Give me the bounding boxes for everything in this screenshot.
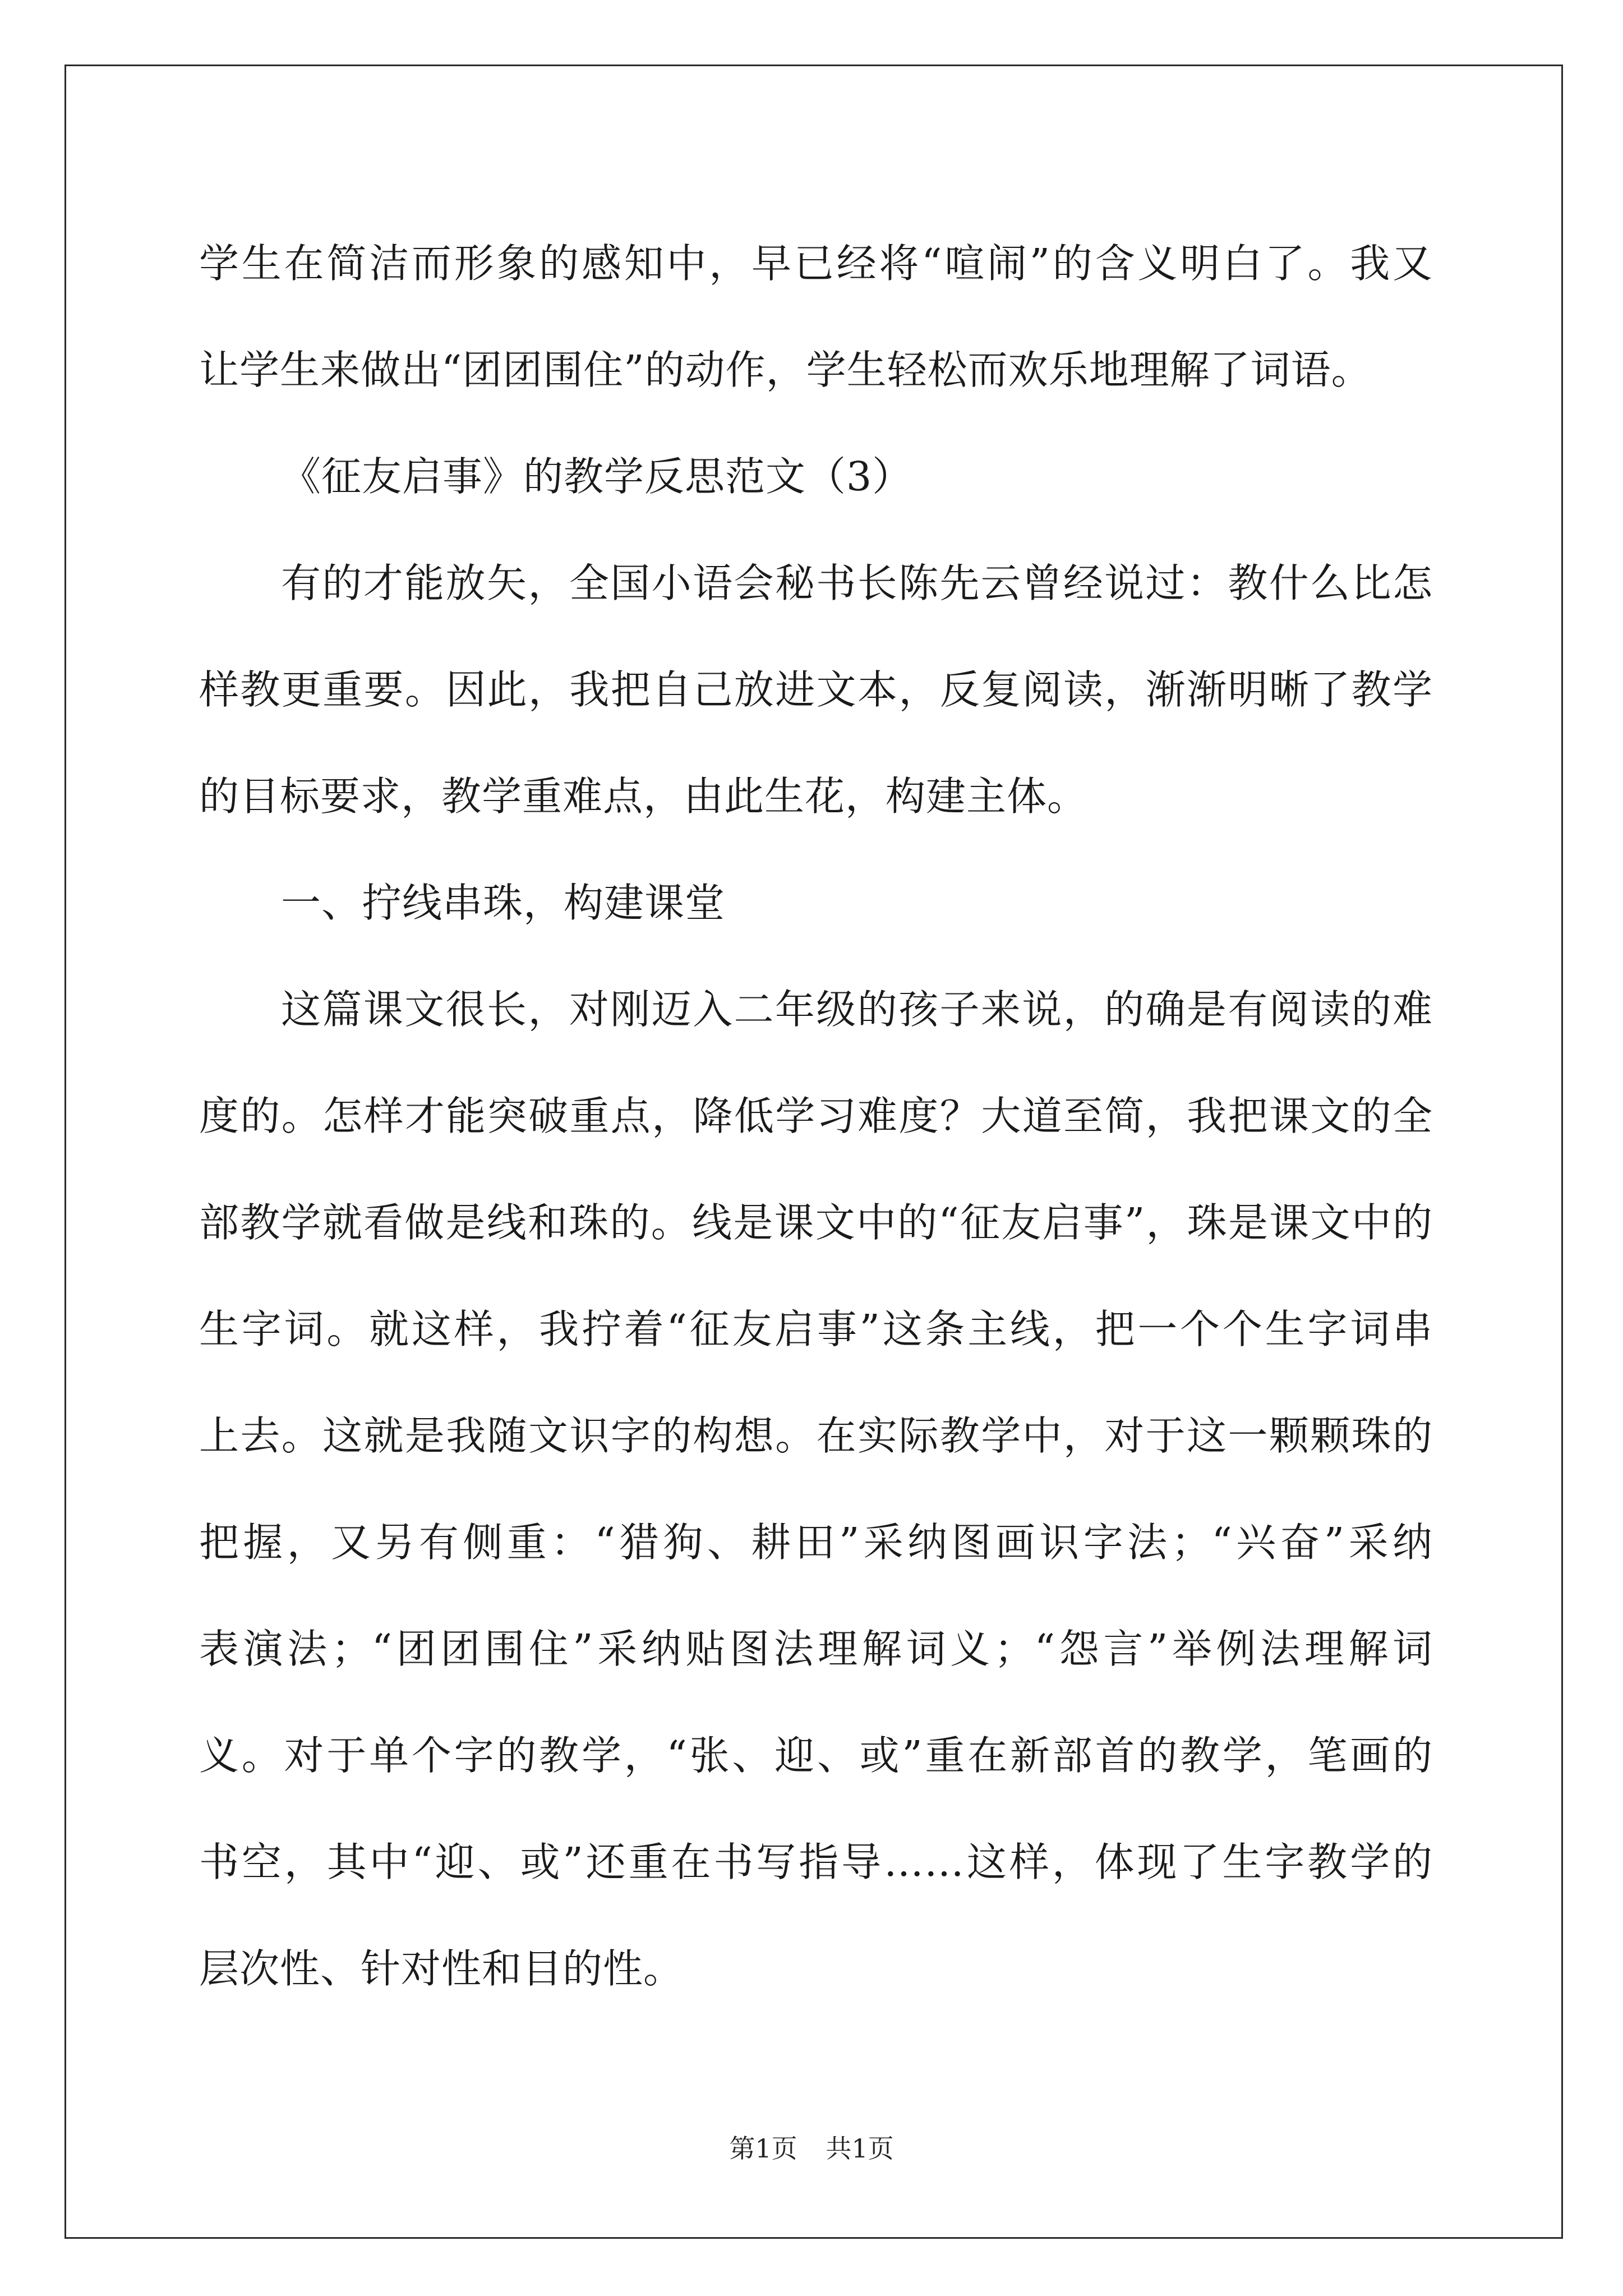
text-line: 义。对于单个字的教学，“张、迎、或”重在新部首的教学，笔画的 — [199, 1732, 1433, 1779]
text-line: 表演法；“团团围住”采纳贴图法理解词义；“怨言”举例法理解词 — [199, 1626, 1433, 1672]
text-line: 书空，其中“迎、或”还重在书写指导……这样，体现了生字教学的 — [199, 1839, 1433, 1885]
text-line: 学生在简洁而形象的感知中，早已经将“喧闹”的含义明白了。我又 — [199, 240, 1433, 287]
page-total: 共1页 — [826, 2133, 894, 2164]
text-line: 有的才能放矢，全国小语会秘书长陈先云曾经说过：教什么比怎 — [281, 560, 1433, 606]
page-footer — [0, 2132, 1623, 2165]
text-line: 度的。怎样才能突破重点，降低学习难度？大道至简，我把课文的全 — [199, 1093, 1433, 1139]
text-line: 这篇课文很长，对刚迈入二年级的孩子来说，的确是有阅读的难 — [281, 986, 1433, 1033]
section-heading: 《征友启事》的教学反思范文（3） — [281, 453, 913, 500]
text-line: 样教更重要。因此，我把自己放进文本，反复阅读，渐渐明晰了教学 — [199, 666, 1433, 713]
text-line: 的目标要求，教学重难点，由此生花，构建主体。 — [199, 773, 1088, 820]
text-line: 层次性、针对性和目的性。 — [199, 1945, 684, 1992]
document-body — [199, 210, 1433, 2022]
text-line: 上去。这就是我随文识字的构想。在实际教学中，对于这一颗颗珠的 — [199, 1412, 1433, 1459]
text-line: 生字词。就这样，我拧着“征友启事”这条主线，把一个个生字词串 — [199, 1306, 1433, 1352]
text-line: 部教学就看做是线和珠的。线是课文中的“征友启事”，珠是课文中的 — [199, 1199, 1433, 1246]
text-line: 让学生来做出“团团围住”的动作，学生轻松而欢乐地理解了词语。 — [199, 347, 1372, 393]
page-number: 第1页 — [729, 2133, 797, 2164]
text-line: 把握，又另有侧重：“猎狗、耕田”采纳图画识字法；“兴奋”采纳 — [199, 1519, 1433, 1566]
section-heading: 一、拧线串珠，构建课堂 — [281, 880, 726, 926]
